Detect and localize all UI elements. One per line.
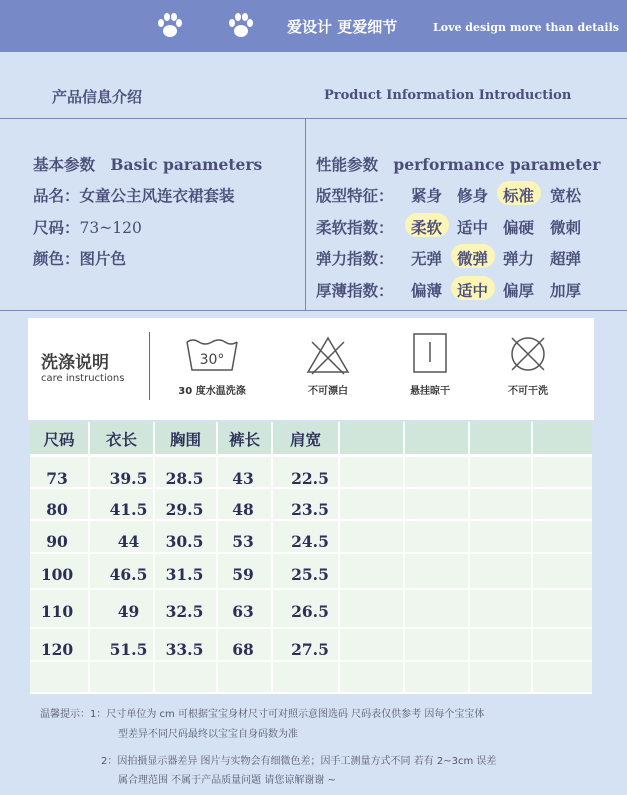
table-cell <box>470 457 531 487</box>
table-value: 53 <box>232 532 254 551</box>
performance-heading <box>316 153 600 175</box>
product-name-value: 女童公主风连衣裙套装 <box>79 187 235 205</box>
performance-option-selected: 适中 <box>457 282 489 300</box>
table-cell <box>218 662 271 692</box>
table-cell <box>533 457 592 487</box>
table-value: 46.5 <box>109 565 148 584</box>
table-value: 63 <box>232 602 254 621</box>
divider <box>0 310 627 311</box>
performance-option: 偏厚 <box>503 282 535 300</box>
table-cell <box>405 457 468 487</box>
table-value: 49 <box>117 602 140 621</box>
basic-heading <box>33 153 262 175</box>
table-cell <box>340 662 403 692</box>
performance-option: 紧身 <box>411 187 443 205</box>
performance-option: 弹力 <box>503 250 535 268</box>
table-value: 90 <box>46 532 68 551</box>
table-value: 27.5 <box>291 640 329 659</box>
table-cell <box>533 521 592 552</box>
table-cell <box>340 521 403 552</box>
product-color <box>33 247 126 269</box>
table-value: 110 <box>40 602 74 621</box>
basic-heading-en: Basic parameters <box>110 155 263 174</box>
top-banner <box>0 0 627 52</box>
care-divider <box>149 332 150 400</box>
banner-title-en: Love design more than details <box>433 21 619 34</box>
table-header-cell <box>405 422 468 454</box>
product-size-label: 尺码： <box>33 219 80 237</box>
table-value: 30.5 <box>165 532 204 551</box>
performance-option: 偏薄 <box>411 282 443 300</box>
table-cell <box>533 590 592 627</box>
table-cell <box>533 662 592 692</box>
performance-option: 偏硬 <box>503 219 535 237</box>
basic-heading-cn: 基本参数 <box>33 156 96 174</box>
table-header: 裤长 <box>228 431 260 449</box>
table-header-cell <box>340 422 403 454</box>
care-label-no-bleach: 不可漂白 <box>308 386 348 397</box>
table-cell <box>405 662 468 692</box>
performance-option: 超弹 <box>550 250 582 268</box>
performance-heading-en: performance parameter <box>393 155 601 174</box>
table-value: 59 <box>232 565 254 584</box>
performance-option: 微刺 <box>550 219 582 237</box>
table-header-cell <box>470 422 531 454</box>
table-cell <box>533 489 592 519</box>
note-line: 温馨提示：1：尺寸单位为 cm 可根据宝宝身材尺寸可对照示意图选码 尺码表仅供参考 因每个宝宝体 <box>40 709 485 720</box>
performance-option: 无弹 <box>411 250 443 268</box>
table-cell <box>405 521 468 552</box>
care-title-cn: 洗涤说明 <box>41 353 109 373</box>
table-value: 120 <box>40 640 74 659</box>
table-cell <box>340 590 403 627</box>
table-value: 31.5 <box>165 565 204 584</box>
table-header: 肩宽 <box>289 431 321 449</box>
note-line: 属合理范围 不属于产品质量问题 请您谅解谢谢 ~ <box>118 775 336 786</box>
performance-row-label: 柔软指数： <box>316 219 394 237</box>
table-header: 衣长 <box>105 431 137 449</box>
paw-icon <box>227 12 255 40</box>
table-header: 胸围 <box>169 431 201 449</box>
table-cell <box>470 489 531 519</box>
table-header-cell <box>533 422 592 454</box>
table-value: 25.5 <box>291 565 329 584</box>
performance-row-label: 弹力指数： <box>316 250 394 268</box>
table-value: 43 <box>232 469 254 488</box>
table-value: 23.5 <box>291 500 329 519</box>
paw-icon <box>156 12 184 40</box>
section-title-cn: 产品信息介绍 <box>52 88 143 106</box>
care-title-en: care instructions <box>41 373 125 384</box>
table-cell <box>405 489 468 519</box>
performance-row-label: 版型特征： <box>316 187 394 205</box>
wash-30-icon <box>183 336 241 376</box>
table-cell <box>470 662 531 692</box>
table-value: 33.5 <box>165 640 204 659</box>
performance-option: 适中 <box>457 219 489 237</box>
product-size <box>33 216 142 238</box>
table-header: 尺码 <box>43 431 75 449</box>
size-table <box>30 422 592 694</box>
table-cell <box>340 629 403 660</box>
table-cell <box>533 554 592 588</box>
performance-option: 宽松 <box>550 187 582 205</box>
svg-text:30°: 30° <box>199 352 225 368</box>
performance-option-selected: 标准 <box>503 187 535 205</box>
performance-option: 修身 <box>457 187 489 205</box>
care-instructions-panel <box>28 318 594 420</box>
product-color-value: 图片色 <box>79 250 127 268</box>
divider <box>0 118 627 119</box>
care-label-hang-dry: 悬挂晾干 <box>410 386 450 397</box>
no-dry-clean-icon <box>506 332 550 376</box>
table-value: 29.5 <box>165 500 204 519</box>
table-cell <box>273 662 338 692</box>
divider <box>305 118 306 310</box>
performance-option-selected: 微弹 <box>457 250 489 268</box>
product-size-value: 73~120 <box>79 219 142 237</box>
table-value: 44 <box>117 532 140 551</box>
table-value: 28.5 <box>165 469 204 488</box>
table-value: 68 <box>232 640 254 659</box>
care-label-no-dry-clean: 不可干洗 <box>508 386 548 397</box>
table-cell <box>470 590 531 627</box>
table-value: 73 <box>46 469 68 488</box>
table-value: 39.5 <box>109 469 148 488</box>
performance-option-selected: 柔软 <box>411 219 443 237</box>
table-value: 48 <box>232 500 254 519</box>
table-value: 32.5 <box>165 602 204 621</box>
note-line: 2：因拍摄显示器差异 图片与实物会有细微色差；因手工测量方式不同 若有 2~3cm 误差 <box>101 756 497 767</box>
section-title-en: Product Information Introduction <box>324 88 572 103</box>
table-cell <box>405 629 468 660</box>
care-label-wash: 30 度水温洗涤 <box>178 386 246 397</box>
table-cell <box>470 521 531 552</box>
product-name <box>33 184 235 206</box>
table-value: 41.5 <box>109 500 148 519</box>
table-value: 22.5 <box>291 469 329 488</box>
table-value: 51.5 <box>109 640 148 659</box>
table-cell <box>405 554 468 588</box>
table-cell <box>340 554 403 588</box>
table-value: 80 <box>46 500 68 519</box>
performance-row-label: 厚薄指数： <box>316 282 394 300</box>
note-line: 型差异不同尺码最终以宝宝自身码数为准 <box>118 729 298 740</box>
performance-option: 加厚 <box>550 282 582 300</box>
table-cell <box>470 629 531 660</box>
table-cell <box>533 629 592 660</box>
table-cell <box>470 554 531 588</box>
table-cell <box>30 662 88 692</box>
table-cell <box>340 489 403 519</box>
product-name-label: 品名： <box>33 187 80 205</box>
table-cell <box>405 590 468 627</box>
table-value: 26.5 <box>291 602 329 621</box>
hang-dry-icon <box>412 332 448 376</box>
banner-title-cn: 爱设计 更爱细节 <box>287 18 398 36</box>
no-bleach-icon <box>304 334 352 376</box>
table-value: 24.5 <box>291 532 329 551</box>
table-cell <box>340 457 403 487</box>
table-cell <box>155 662 216 692</box>
table-value: 100 <box>40 565 74 584</box>
table-cell <box>90 662 153 692</box>
performance-heading-cn: 性能参数 <box>316 156 379 174</box>
product-color-label: 颜色： <box>33 250 80 268</box>
